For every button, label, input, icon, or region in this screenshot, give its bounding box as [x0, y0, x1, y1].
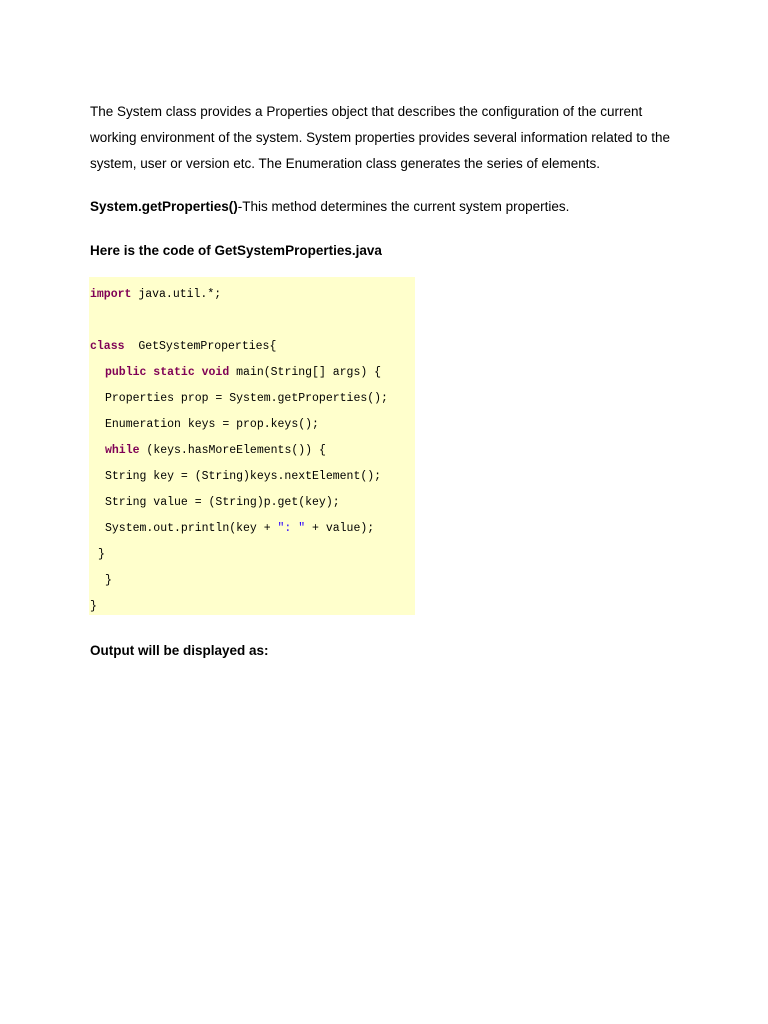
code-line-close-while: }: [98, 548, 105, 561]
code-line-import: import java.util.*;: [90, 288, 222, 301]
code-block: [89, 277, 415, 615]
method-description: [90, 196, 710, 218]
code-line-enumeration: Enumeration keys = prop.keys();: [105, 418, 319, 431]
output-heading: Output will be displayed as:: [90, 643, 269, 658]
method-name: System.getProperties(): [90, 199, 238, 214]
code-line-println: System.out.println(key + ": " + value);: [105, 522, 375, 535]
code-line-main: public static void main(String[] args) {: [105, 366, 382, 379]
intro-paragraph: The System class provides a Properties object that describes the configuration of the current working environment of the system. System properties provides several information related to the system, user or version etc. The Enumeration class generates the series of elements.: [90, 104, 671, 171]
code-line-key: String key = (String)keys.nextElement();: [105, 470, 382, 483]
code-line-while: while (keys.hasMoreElements()) {: [105, 444, 326, 457]
code-line-close-class: }: [90, 600, 97, 613]
code-line-class: class GetSystemProperties{: [90, 340, 277, 353]
code-line-close-main: }: [105, 574, 112, 587]
code-heading: Here is the code of GetSystemProperties.java: [90, 243, 382, 258]
code-line-properties: Properties prop = System.getProperties();: [105, 392, 388, 405]
code-line-value: String value = (String)p.get(key);: [105, 496, 340, 509]
method-text: -This method determines the current system properties.: [237, 199, 570, 214]
